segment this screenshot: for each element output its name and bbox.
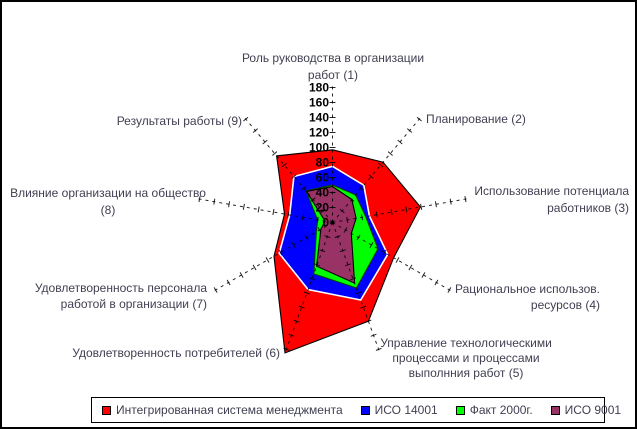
axis-tick-mark bbox=[240, 272, 243, 277]
axis-label-1: работ (1) bbox=[307, 68, 359, 82]
axis-tick-mark bbox=[253, 265, 256, 270]
axis-tick-mark bbox=[465, 196, 466, 202]
axis-label-1: Роль руководства в организации bbox=[241, 51, 425, 65]
value-axis-tick-label: 20 bbox=[315, 200, 329, 215]
axis-tick-mark bbox=[417, 117, 422, 121]
axis-tick-mark bbox=[243, 117, 248, 121]
axis-tick-mark bbox=[421, 204, 422, 210]
legend-label: Интегрированная система менеджмента bbox=[116, 403, 343, 417]
axis-tick-mark bbox=[214, 199, 215, 205]
value-axis-tick-label: 180 bbox=[308, 80, 329, 95]
axis-label-8: (8) bbox=[100, 203, 116, 217]
value-axis-tick-label: 100 bbox=[308, 140, 329, 155]
axis-label-5: Управление технологическими bbox=[380, 336, 552, 350]
axis-tick-mark bbox=[227, 280, 230, 285]
axis-label-5: процессами и процессами bbox=[392, 351, 540, 365]
legend-item-2 bbox=[361, 403, 438, 417]
axis-tick-mark bbox=[409, 265, 412, 270]
axis-label-4: Рациональное использов. bbox=[454, 282, 600, 296]
value-axis-tick-label: 0 bbox=[322, 215, 329, 230]
axis-label-6: Удовлетворенность потребителей (6) bbox=[72, 346, 280, 360]
axis-tick-mark bbox=[258, 207, 259, 213]
legend-swatch-icon bbox=[551, 406, 560, 415]
radar-chart bbox=[2, 2, 637, 429]
legend-swatch-icon bbox=[456, 406, 465, 415]
value-axis-tick-label: 140 bbox=[308, 110, 329, 125]
value-axis-tick-label: 160 bbox=[308, 95, 329, 110]
axis-label-3: Использование потенциала bbox=[474, 184, 629, 198]
axis-tick-mark bbox=[214, 287, 217, 292]
axis-tick-mark bbox=[450, 199, 451, 205]
legend-item-3 bbox=[456, 403, 533, 417]
value-axis-tick-label: 40 bbox=[315, 185, 329, 200]
axis-label-5: выполнния работ (5) bbox=[408, 366, 524, 380]
center-dot bbox=[331, 221, 334, 224]
legend-swatch-icon bbox=[361, 406, 370, 415]
axis-label-8: Влияние организации на общество bbox=[10, 186, 206, 200]
axis-tick-mark bbox=[396, 257, 399, 262]
axis-label-7: работой в организации (7) bbox=[60, 297, 207, 311]
axis-tick-mark bbox=[253, 129, 258, 133]
value-axis-tick-label: 80 bbox=[315, 155, 329, 170]
legend-item-4 bbox=[551, 403, 621, 417]
value-axis-tick-label: 120 bbox=[308, 125, 329, 140]
axis-label-3: работников (3) bbox=[547, 201, 629, 215]
axis-tick-mark bbox=[435, 201, 436, 207]
value-axis-tick-label: 60 bbox=[315, 170, 329, 185]
legend-label: ИСО 14001 bbox=[374, 403, 438, 417]
legend-label: ИСО 9001 bbox=[564, 403, 622, 417]
axis-tick-mark bbox=[407, 129, 412, 133]
axis-tick-mark bbox=[273, 209, 274, 215]
axis-tick-mark bbox=[422, 272, 425, 277]
axis-label-2: Планирование (2) bbox=[426, 112, 526, 126]
axis-tick-mark bbox=[243, 204, 244, 210]
axis-tick-mark bbox=[266, 257, 269, 262]
legend-label: Факт 2000г. bbox=[469, 403, 533, 417]
axis-label-4: ресурсов (4) bbox=[530, 298, 600, 312]
axis-label-7: Удовлетворенность персонала bbox=[34, 281, 207, 295]
legend-item-1 bbox=[102, 403, 343, 417]
chart-legend bbox=[91, 397, 622, 423]
axis-label-9: Результаты работы (9) bbox=[116, 114, 242, 128]
legend-swatch-icon bbox=[102, 406, 111, 415]
axis-tick-mark bbox=[435, 280, 438, 285]
axis-tick-mark bbox=[229, 201, 230, 207]
axis-tick-mark bbox=[448, 287, 451, 292]
